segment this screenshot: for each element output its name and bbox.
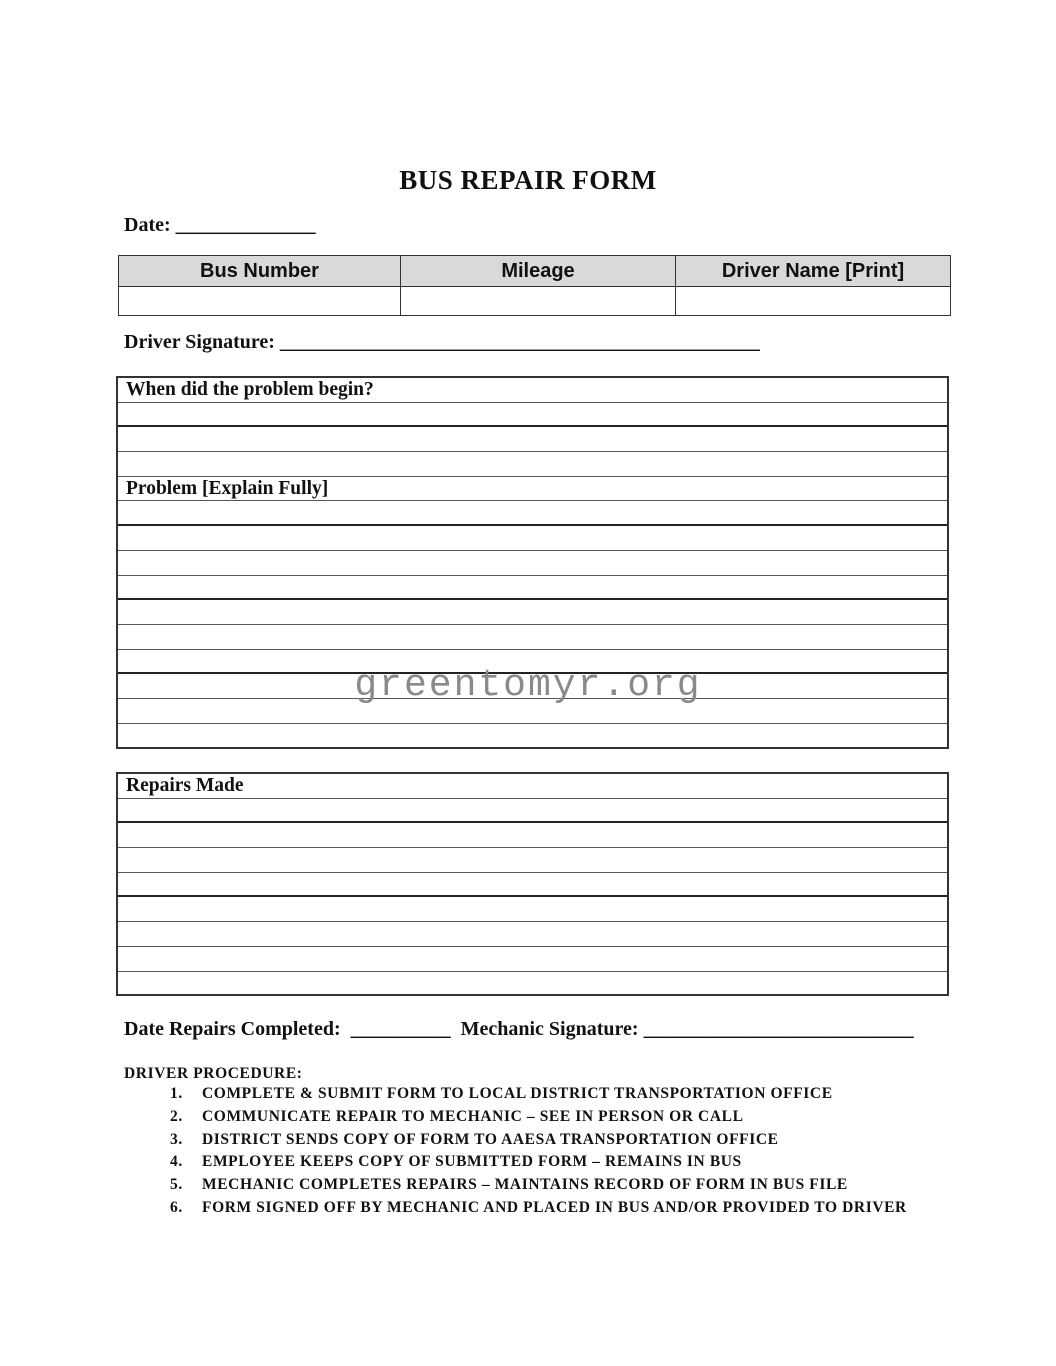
bus-info-table <box>118 255 951 316</box>
problem-label-row <box>118 477 947 502</box>
writing-line[interactable] <box>118 848 947 873</box>
writing-line[interactable] <box>118 551 947 576</box>
procedure-step: 5. MECHANIC COMPLETES REPAIRS – MAINTAINS RECORD OF FORM IN BUS FILE <box>170 1176 848 1194</box>
driver-procedure-title: DRIVER PROCEDURE: <box>124 1065 303 1082</box>
writing-line[interactable] <box>118 625 947 650</box>
bus-number-cell[interactable] <box>119 287 401 316</box>
writing-line[interactable] <box>118 873 947 898</box>
procedure-step: 4. EMPLOYEE KEEPS COPY OF SUBMITTED FORM – REMAINS IN BUS <box>170 1153 742 1171</box>
driver-name-cell[interactable] <box>676 287 951 316</box>
problem-explain-label: Problem [Explain Fully] <box>126 477 329 499</box>
driver-signature-field[interactable]: Driver Signature: ________________________________________________ <box>124 331 760 353</box>
when-problem-began-label: When did the problem begin? <box>126 379 374 400</box>
writing-line[interactable] <box>118 972 947 997</box>
procedure-step: 1. COMPLETE & SUBMIT FORM TO LOCAL DISTRICT TRANSPORTATION OFFICE <box>170 1085 833 1102</box>
writing-line[interactable] <box>118 403 947 428</box>
writing-line[interactable] <box>118 724 947 749</box>
watermark: greentomyr.org <box>354 664 702 707</box>
procedure-step: 2. COMMUNICATE REPAIR TO MECHANIC – SEE IN PERSON OR CALL <box>170 1107 744 1125</box>
form-title: BUS REPAIR FORM <box>399 165 657 195</box>
writing-line[interactable] <box>118 823 947 848</box>
repairs-completed-and-mechanic-signature[interactable]: Date Repairs Completed: __________ Mechanic Signature: ___________________________ <box>124 1018 914 1040</box>
writing-line[interactable] <box>118 427 947 452</box>
bus-number-header: Bus Number <box>119 256 401 287</box>
when-label-row <box>118 378 947 403</box>
mileage-cell[interactable] <box>401 287 676 316</box>
writing-line[interactable] <box>118 799 947 824</box>
procedure-step: 6. FORM SIGNED OFF BY MECHANIC AND PLACED IN BUS AND/OR PROVIDED TO DRIVER <box>170 1198 907 1216</box>
writing-line[interactable] <box>118 576 947 601</box>
writing-line[interactable] <box>118 922 947 947</box>
procedure-step: 3. DISTRICT SENDS COPY OF FORM TO AAESA TRANSPORTATION OFFICE <box>170 1130 779 1148</box>
writing-line[interactable] <box>118 897 947 922</box>
writing-line[interactable] <box>118 526 947 551</box>
mileage-header: Mileage <box>401 256 676 287</box>
date-field[interactable]: Date: ______________ <box>124 214 316 236</box>
writing-line[interactable] <box>118 947 947 972</box>
writing-line[interactable] <box>118 501 947 526</box>
driver-name-header: Driver Name [Print] <box>676 256 951 287</box>
writing-line[interactable] <box>118 600 947 625</box>
repairs-label-row <box>118 774 947 799</box>
driver-procedure-list <box>170 1083 910 1220</box>
repairs-made-label: Repairs Made <box>126 775 244 796</box>
repairs-section <box>116 772 949 996</box>
writing-line[interactable] <box>118 452 947 477</box>
